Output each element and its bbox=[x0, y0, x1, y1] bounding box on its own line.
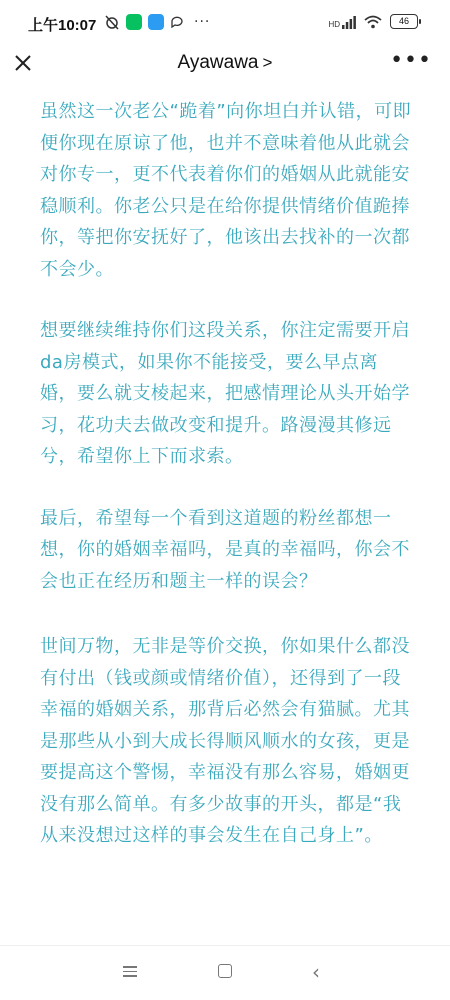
battery-icon: 46 bbox=[390, 14, 418, 29]
status-time: 上午10:07 bbox=[28, 17, 97, 34]
signal-icon bbox=[342, 15, 356, 29]
signal-group bbox=[328, 15, 356, 29]
more-options-icon[interactable]: ••• bbox=[390, 48, 432, 73]
status-bar bbox=[0, 0, 450, 46]
alarm-mute-icon bbox=[104, 14, 120, 30]
wechat-icon bbox=[126, 14, 142, 30]
article-paragraph: 世间万物，无非是等价交换，你如果什么都没有付出（钱或颜或情绪价值），还得到了一段幸福的婚姻关系，那背后必然会有猫腻。尤其是那些从小到大成长得顺风顺水的女孩，更是要提高这个警惕，幸福没有那么容易，婚姻更没有那么简单。有多少故事的开头，都是“我从来没想过这样的事会发生在自己身上”。 bbox=[40, 636, 410, 846]
account-name: Ayawawa bbox=[177, 52, 259, 73]
home-icon[interactable] bbox=[218, 964, 232, 978]
article-paragraph: 想要继续维持你们这段关系，你注定需要开启da房模式，如果你不能接受，要么早点离婚，要么就支棱起来，把感情理论从头开始学习，花功夫去做改变和提升。路漫漫其修远兮，希望你上下而求索。 bbox=[40, 320, 410, 467]
chat-bubble-icon bbox=[170, 15, 184, 29]
more-notifications-icon: ··· bbox=[194, 14, 211, 30]
wifi-icon bbox=[364, 15, 382, 29]
system-navigation-bar bbox=[0, 945, 450, 1000]
status-notification-icons bbox=[104, 14, 210, 30]
chevron-right-icon: > bbox=[262, 53, 273, 72]
article-paragraph: 虽然这一次老公“跪着”向你坦白并认错，可即便你现在原谅了他，也并不意味着他从此就会对你专一，更不代表着你们的婚姻从此就能安稳顺利。你老公只是在给你提供情绪价值跪捧你，等把你安抚好了，他该出去找补的一次都不会少。 bbox=[40, 101, 412, 280]
top-nav-bar bbox=[0, 46, 450, 86]
status-right-icons bbox=[328, 14, 418, 29]
article-body bbox=[40, 96, 414, 882]
back-icon[interactable]: ‹ bbox=[312, 960, 320, 984]
network-type-label: HD bbox=[328, 19, 340, 29]
account-title[interactable] bbox=[0, 52, 450, 74]
article-paragraph: 最后，希望每一个看到这道题的粉丝都想一想，你的婚姻幸福吗，是真的幸福吗，你会不会也正在经历和题主一样的误会？ bbox=[40, 507, 410, 592]
menu-icon[interactable] bbox=[123, 966, 137, 978]
app-notification-icon bbox=[148, 14, 164, 30]
